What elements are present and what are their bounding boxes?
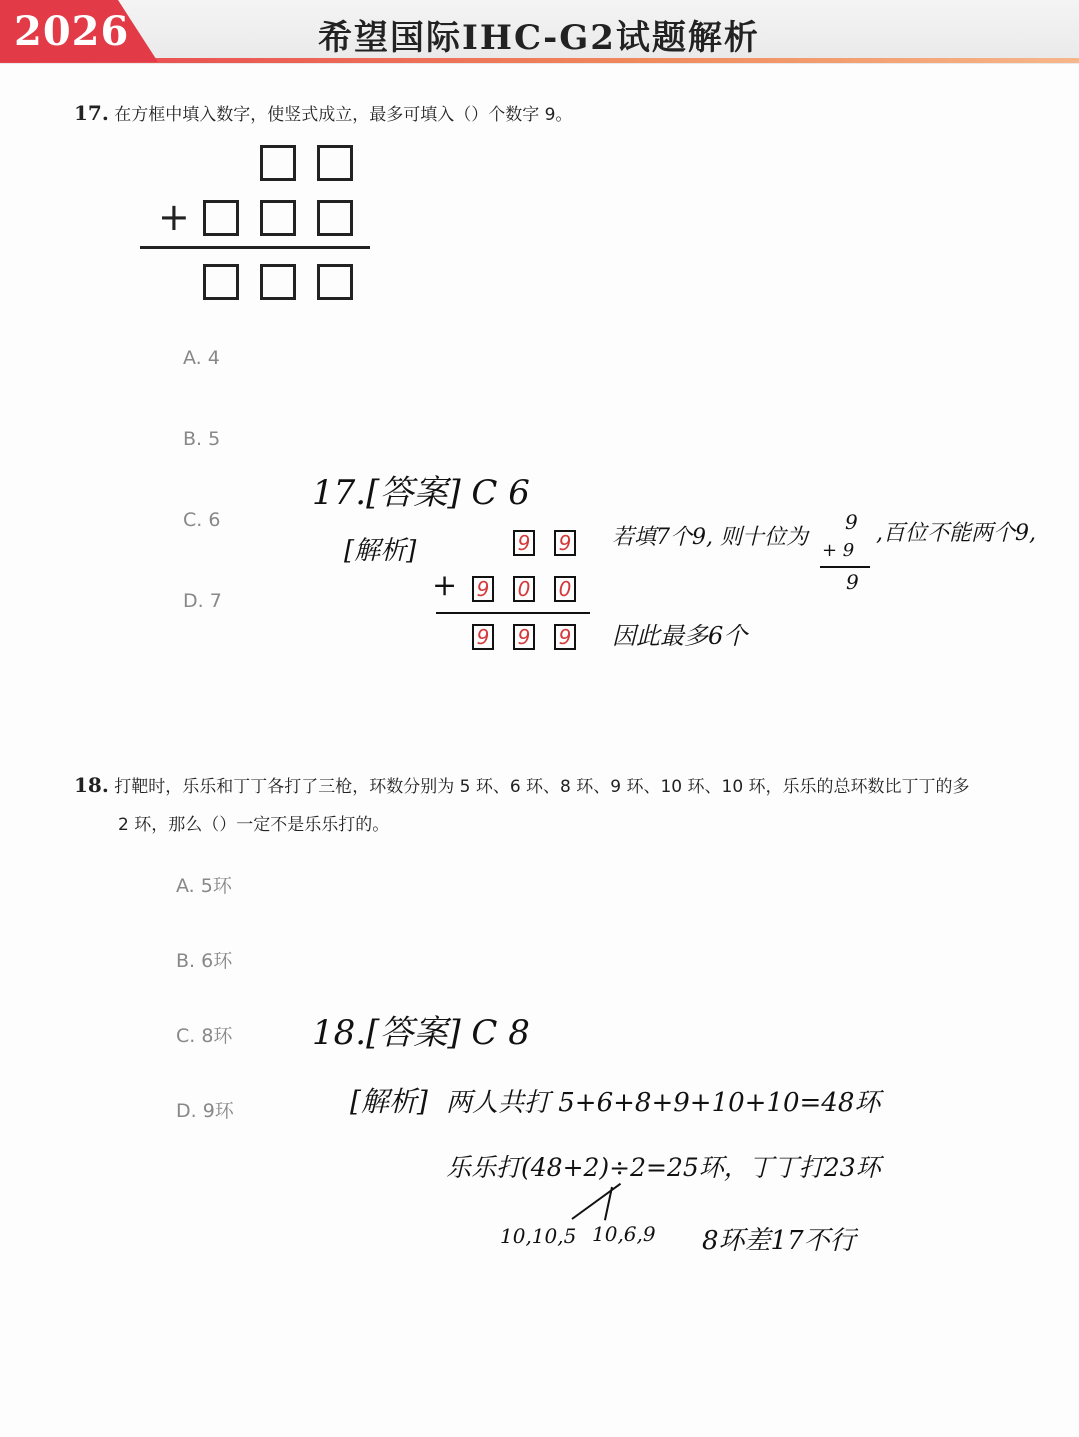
red-digit-mark: 9 [558,625,572,649]
analysis-label: [解析] [344,536,417,566]
digit-box [203,200,239,236]
option-b: B. 5 [183,428,221,450]
sum-line [140,246,370,249]
option-a: A. 5环 [176,875,232,897]
lele-rings-line: 乐乐打(48+2)÷2=25环，丁丁打23环 [446,1153,881,1182]
eight-rings-note: 8环差17不行 [702,1226,856,1256]
total-rings-line: 两人共打 5+6+8+9+10+10=48环 [446,1088,881,1118]
red-digit-mark: 9 [476,625,490,649]
question-number: 17. [74,101,109,125]
digit-box [260,200,296,236]
question-18-line2: 2 环，那么（）一定不是乐乐打的。 [118,815,390,835]
mini-sum-top: 9 [845,510,858,534]
option-a: A. 4 [183,347,220,369]
arrow-stroke [571,1183,621,1220]
answer-18-heading: 18.[答案] C 8 [312,1013,530,1053]
digit-box [260,264,296,300]
digit-box [260,145,296,181]
hand-sum-line [436,612,590,614]
red-digit-mark: 9 [476,577,490,601]
red-digit-mark: 9 [517,531,531,555]
option-d: D. 9环 [176,1100,234,1122]
conclusion-text: 因此最多6个 [612,622,748,650]
digit-box [317,264,353,300]
hand-plus-sign: + [432,568,458,603]
mini-sum-result: 9 [846,570,859,594]
plus-sign: + [158,195,190,239]
option-d: D. 7 [183,590,222,612]
analysis-label: [解析] [350,1085,428,1118]
option-b: B. 6环 [176,950,233,972]
mini-sum-line [820,566,870,568]
red-digit-mark: 0 [517,577,531,601]
digit-box [317,145,353,181]
answer-17-heading: 17.[答案] C 6 [312,473,530,513]
question-number: 18. [74,773,109,797]
red-digit-mark: 9 [517,625,531,649]
mini-sum-addend: + 9 [822,540,855,561]
digit-box [203,264,239,300]
question-text-line1: 打靶时，乐乐和丁丁各打了三枪，环数分别为 5 环、6 环、8 环、9 环、10 环、10 环，乐乐的总环数比丁丁的多 [114,777,970,797]
option-c: C. 8环 [176,1025,233,1047]
combo-option-2: 10,6,9 [592,1222,656,1246]
combo-option-1: 10,10,5 [500,1224,577,1248]
year-label: 2026 [14,8,130,55]
option-c: C. 6 [183,509,221,531]
note-seven-nines: 若填7个9, 则十位为 [612,525,808,550]
digit-box [317,200,353,236]
question-17 [74,100,572,125]
question-18 [74,772,970,797]
red-digit-mark: 9 [558,531,572,555]
question-text: 在方框中填入数字，使竖式成立，最多可填入（）个数字 9。 [114,105,573,125]
red-digit-mark: 0 [558,577,572,601]
page-title: 希望国际IHC-G2试题解析 [318,18,760,58]
note-hundreds: ,百位不能两个9, [876,521,1036,546]
